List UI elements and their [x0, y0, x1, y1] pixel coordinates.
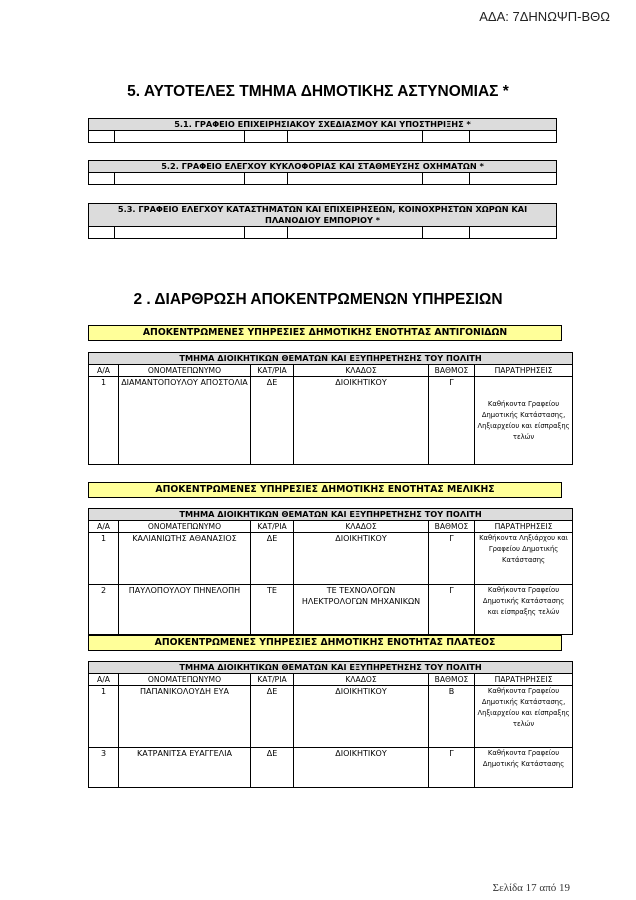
- cell-notes: Καθήκοντα Γραφείου Δημοτικής Κατάστασης και είσπραξης τελών: [475, 585, 573, 635]
- column-header: ΒΑΘΜΟΣ: [429, 365, 475, 377]
- section-5-title: 5. ΑΥΤΟΤΕΛΕΣ ΤΜΗΜΑ ΔΗΜΟΤΙΚΗΣ ΑΣΤΥΝΟΜΙΑΣ *: [127, 83, 509, 100]
- department-title: ΤΜΗΜΑ ΔΙΟΙΚΗΤΙΚΩΝ ΘΕΜΑΤΩΝ ΚΑΙ ΕΞΥΠΗΡΕΤΗΣΗΣ ΤΟΥ ΠΟΛΙΤΗ: [89, 353, 573, 365]
- column-header: ΠΑΡΑΤΗΡΗΣΕΙΣ: [475, 365, 573, 377]
- column-header: ΚΛΑΔΟΣ: [294, 674, 429, 686]
- cell-klados: ΔΙΟΙΚΗΤΙΚΟΥ: [294, 686, 429, 748]
- cell-cat: ΔΕ: [251, 533, 294, 585]
- cell-klados: ΔΙΟΙΚΗΤΙΚΟΥ: [294, 377, 429, 465]
- empty-cell: [245, 131, 288, 143]
- office-title: 5.2. ΓΡΑΦΕΙΟ ΕΛΕΓΧΟΥ ΚΥΚΛΟΦΟΡΙΑΣ ΚΑΙ ΣΤΑΘΜΕΥΣΗΣ ΟΧΗΜΑΤΩΝ *: [89, 161, 557, 173]
- cell-aa: 1: [89, 533, 119, 585]
- column-header: Α/Α: [89, 521, 119, 533]
- table-row: [89, 533, 573, 585]
- unit-banner: ΑΠΟΚΕΝΤΡΩΜΕΝΕΣ ΥΠΗΡΕΣΙΕΣ ΔΗΜΟΤΙΚΗΣ ΕΝΟΤΗΤΑΣ ΜΕΛΙΚΗΣ: [88, 482, 562, 498]
- office-table: [88, 118, 557, 143]
- cell-grade: Γ: [429, 748, 475, 788]
- empty-cell: [288, 131, 423, 143]
- cell-name: ΠΑΠΑΝΙΚΟΛΟΥΔΗ ΕΥΑ: [119, 686, 251, 748]
- cell-name: ΔΙΑΜΑΝΤΟΠΟΥΛΟΥ ΑΠΟΣΤΟΛΙΑ: [119, 377, 251, 465]
- office-title: 5.3. ΓΡΑΦΕΙΟ ΕΛΕΓΧΟΥ ΚΑΤΑΣΤΗΜΑΤΩΝ ΚΑΙ ΕΠΙΧΕΙΡΗΣΕΩΝ, ΚΟΙΝΟΧΡΗΣΤΩΝ ΧΩΡΩΝ ΚΑΙ ΠΛΑΝΟΔΙΟΥ ΕΜΠΟΡΙΟΥ *: [89, 204, 557, 227]
- cell-grade: Β: [429, 686, 475, 748]
- table-row: [89, 585, 573, 635]
- empty-cell: [470, 173, 557, 185]
- cell-notes: Καθήκοντα Ληξιάρχου και Γραφείου Δημοτικής Κατάστασης: [475, 533, 573, 585]
- column-header: ΚΑΤ/ΡΙΑ: [251, 674, 294, 686]
- column-header: ΠΑΡΑΤΗΡΗΣΕΙΣ: [475, 674, 573, 686]
- unit-banner: ΑΠΟΚΕΝΤΡΩΜΕΝΕΣ ΥΠΗΡΕΣΙΕΣ ΔΗΜΟΤΙΚΗΣ ΕΝΟΤΗΤΑΣ ΠΛΑΤΕΟΣ: [88, 635, 562, 651]
- cell-notes: Καθήκοντα Γραφείου Δημοτικής Κατάστασης, Ληξιαρχείου και είσπραξης τελών: [475, 377, 573, 465]
- empty-cell: [115, 173, 245, 185]
- empty-cell: [115, 131, 245, 143]
- empty-cell: [423, 227, 470, 239]
- table-row: [89, 748, 573, 788]
- column-header: Α/Α: [89, 365, 119, 377]
- column-header: ΟΝΟΜΑΤΕΠΩΝΥΜΟ: [119, 365, 251, 377]
- column-header: ΚΑΤ/ΡΙΑ: [251, 365, 294, 377]
- cell-aa: 2: [89, 585, 119, 635]
- cell-name: ΚΑΛΙΑΝΙΩΤΗΣ ΑΘΑΝΑΣΙΟΣ: [119, 533, 251, 585]
- empty-cell: [288, 227, 423, 239]
- cell-cat: ΔΕ: [251, 686, 294, 748]
- cell-name: ΚΑΤΡΑΝΙΤΣΑ ΕΥΑΓΓΕΛΙΑ: [119, 748, 251, 788]
- staff-table: [88, 352, 573, 465]
- cell-klados: ΔΙΟΙΚΗΤΙΚΟΥ: [294, 533, 429, 585]
- empty-cell: [470, 131, 557, 143]
- unit-banner: ΑΠΟΚΕΝΤΡΩΜΕΝΕΣ ΥΠΗΡΕΣΙΕΣ ΔΗΜΟΤΙΚΗΣ ΕΝΟΤΗΤΑΣ ΑΝΤΙΓΟΝΙΔΩΝ: [88, 325, 562, 341]
- column-header: Α/Α: [89, 674, 119, 686]
- column-header: ΚΛΑΔΟΣ: [294, 365, 429, 377]
- cell-aa: 1: [89, 377, 119, 465]
- empty-cell: [423, 131, 470, 143]
- column-header: ΚΑΤ/ΡΙΑ: [251, 521, 294, 533]
- office-table: [88, 203, 557, 239]
- column-header: ΒΑΘΜΟΣ: [429, 521, 475, 533]
- table-row: [89, 377, 573, 465]
- cell-notes: Καθήκοντα Γραφείου Δημοτικής Κατάστασης: [475, 748, 573, 788]
- cell-grade: Γ: [429, 585, 475, 635]
- cell-cat: ΔΕ: [251, 377, 294, 465]
- cell-aa: 3: [89, 748, 119, 788]
- column-header: ΟΝΟΜΑΤΕΠΩΝΥΜΟ: [119, 521, 251, 533]
- staff-table: [88, 661, 573, 788]
- cell-name: ΠΑΥΛΟΠΟΥΛΟΥ ΠΗΝΕΛΟΠΗ: [119, 585, 251, 635]
- empty-cell: [245, 227, 288, 239]
- column-header: ΠΑΡΑΤΗΡΗΣΕΙΣ: [475, 521, 573, 533]
- empty-cell: [423, 173, 470, 185]
- office-table: [88, 160, 557, 185]
- column-header: ΒΑΘΜΟΣ: [429, 674, 475, 686]
- column-header: ΚΛΑΔΟΣ: [294, 521, 429, 533]
- empty-cell: [115, 227, 245, 239]
- cell-aa: 1: [89, 686, 119, 748]
- table-row: [89, 686, 573, 748]
- section-2-title: 2 . ΔΙΑΡΘΡΩΣΗ ΑΠΟΚΕΝΤΡΩΜΕΝΩΝ ΥΠΗΡΕΣΙΩΝ: [133, 291, 503, 308]
- ada-code: ΑΔΑ: 7ΔΗΝΩΨΠ-ΒΘΩ: [479, 9, 610, 24]
- cell-grade: Γ: [429, 377, 475, 465]
- department-title: ΤΜΗΜΑ ΔΙΟΙΚΗΤΙΚΩΝ ΘΕΜΑΤΩΝ ΚΑΙ ΕΞΥΠΗΡΕΤΗΣΗΣ ΤΟΥ ΠΟΛΙΤΗ: [89, 662, 573, 674]
- cell-cat: ΔΕ: [251, 748, 294, 788]
- staff-table: [88, 508, 573, 635]
- page-number: Σελίδα 17 από 19: [492, 882, 570, 894]
- empty-cell: [245, 173, 288, 185]
- empty-cell: [89, 131, 115, 143]
- cell-klados: ΔΙΟΙΚΗΤΙΚΟΥ: [294, 748, 429, 788]
- department-title: ΤΜΗΜΑ ΔΙΟΙΚΗΤΙΚΩΝ ΘΕΜΑΤΩΝ ΚΑΙ ΕΞΥΠΗΡΕΤΗΣΗΣ ΤΟΥ ΠΟΛΙΤΗ: [89, 509, 573, 521]
- office-title: 5.1. ΓΡΑΦΕΙΟ ΕΠΙΧΕΙΡΗΣΙΑΚΟΥ ΣΧΕΔΙΑΣΜΟΥ ΚΑΙ ΥΠΟΣΤΗΡΙΞΗΣ *: [89, 119, 557, 131]
- cell-grade: Γ: [429, 533, 475, 585]
- empty-cell: [89, 227, 115, 239]
- cell-klados: ΤΕ ΤΕΧΝΟΛΟΓΩΝ ΗΛΕΚΤΡΟΛΟΓΩΝ ΜΗΧΑΝΙΚΩΝ: [294, 585, 429, 635]
- empty-cell: [288, 173, 423, 185]
- cell-notes: Καθήκοντα Γραφείου Δημοτικής Κατάστασης, Ληξιαρχείου και είσπραξης τελών: [475, 686, 573, 748]
- cell-cat: ΤΕ: [251, 585, 294, 635]
- column-header: ΟΝΟΜΑΤΕΠΩΝΥΜΟ: [119, 674, 251, 686]
- empty-cell: [89, 173, 115, 185]
- empty-cell: [470, 227, 557, 239]
